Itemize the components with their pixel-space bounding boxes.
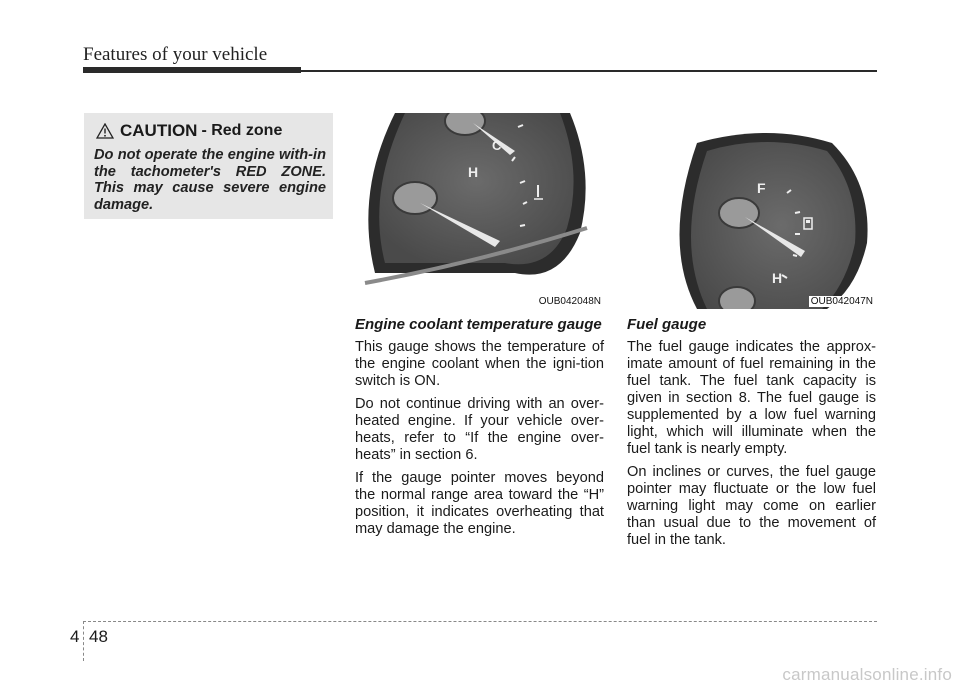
fuel-section-heading: Fuel gauge [627, 316, 707, 333]
fuel-gauge-illustration [627, 113, 877, 309]
page-number: 48 [89, 627, 108, 646]
coolant-label-cold: C [492, 138, 502, 153]
caution-subtitle: - Red zone [201, 122, 283, 139]
coolant-label-hot: H [468, 164, 479, 180]
footer-rule [83, 621, 877, 622]
coolant-gauge-figure [355, 113, 605, 309]
coolant-paragraph: This gauge shows the temperature of the engine coolant when the igni-tion switch is ON. [355, 339, 604, 389]
footer-divider [83, 621, 84, 661]
caution-text: Do not operate the engine with-in the tachometer's RED ZONE. This may cause severe engine damage. [94, 147, 326, 213]
page-chapter-number: 4 [70, 627, 80, 646]
coolant-paragraph: Do not continue driving with an over-heated engine. If your vehicle over-heats, refer to “If the engine over-heats” in section 6. [355, 396, 604, 463]
header-rule-thick [83, 67, 301, 73]
caution-heading [96, 121, 326, 141]
caution-box [84, 113, 333, 219]
fuel-paragraph: The fuel gauge indicates the approx-imate amount of fuel remaining in the fuel tank. The fuel tank capacity is given in section 8. The fuel gauge is supplemented by a low fuel warning light, which will illuminate when the fuel tank is nearly empty. [627, 339, 876, 457]
page-header-title: Features of your vehicle [83, 44, 268, 65]
coolant-section-heading: Engine coolant temperature gauge [355, 316, 602, 333]
header-rule-thin [301, 70, 877, 72]
fuel-gauge-figure [627, 113, 877, 309]
fuel-label-full: F [757, 180, 766, 196]
fuel-label-hot: H [772, 270, 783, 286]
watermark: carmanualsonline.info [782, 665, 952, 684]
caution-title: CAUTION [120, 121, 198, 140]
coolant-gauge-illustration [355, 113, 605, 309]
fuel-section [627, 316, 876, 555]
fuel-figure-code: OUB042047N [810, 296, 873, 307]
coolant-figure-code: OUB042048N [538, 296, 601, 307]
fuel-paragraph: On inclines or curves, the fuel gauge pointer may fluctuate or the low fuel warning light may come on earlier than usual due to the movement of fuel in the tank. [627, 464, 876, 548]
coolant-section [355, 316, 604, 544]
warning-triangle-icon [96, 123, 114, 139]
coolant-paragraph: If the gauge pointer moves beyond the normal range area toward the “H” position, it indicates overheating that may damage the engine. [355, 470, 604, 537]
